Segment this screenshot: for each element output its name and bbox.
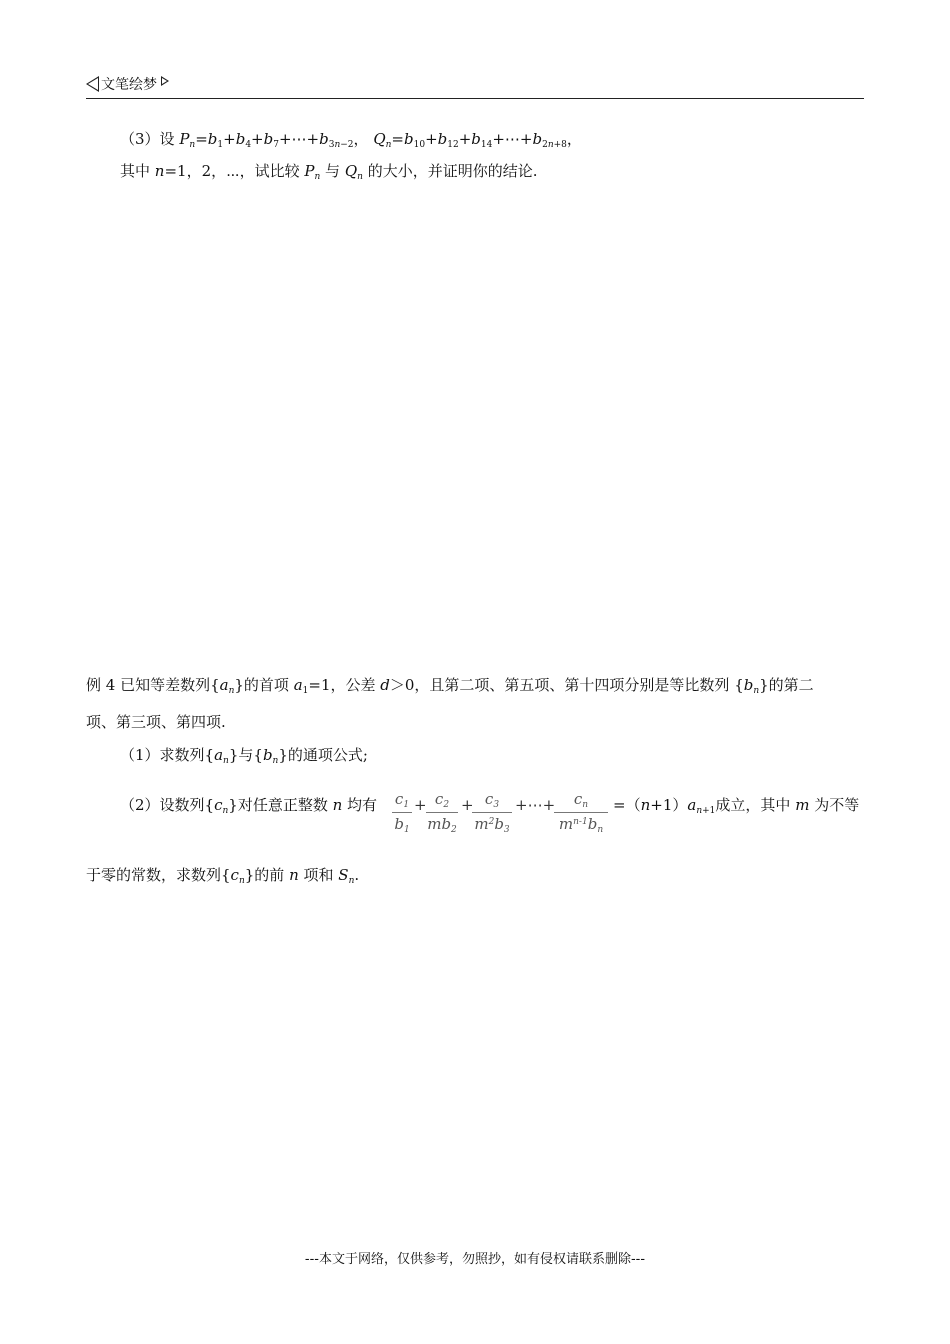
fraction-1: $\frac{c_1}{b_1}$ [392,790,412,835]
part3-line1: （3）设 $P_n=b_1+b_4+b_7+\cdots+b_{3n-2}$， $Q_n=b_{10}+b_{12}+b_{14}+\cdots+b_{2n+8}$， [120,130,582,150]
fraction-n: $\frac{c_n}{m^{n-1}b_n}$ [554,790,608,835]
example4-line1: 例 4 已知等差数列$\{a_n\}$的首项 $a_1=1$，公差 d＞0，且第二项、第五项、第十四项分别是等比数列 $\{b_n\}$的第二 [86,676,814,696]
example4-q2-text-right: $=(n+1)a_{n+1}$成立，其中 m 为不等 [613,796,860,816]
plus-sign: + [414,796,427,814]
part3-line2: 其中 n=1，2，⋯，试比较 $P_n$ 与 $Q_n$ 的大小，并证明你的结论. [120,162,538,182]
brand-text: 文笔绘梦 [101,77,157,93]
ellipsis-sum: +⋯+ [515,796,556,814]
example4-q2-cont: 于零的常数，求数列$\{c_n\}$的前 n 项和 $S_n$. [86,866,360,886]
plus-sign: + [461,796,474,814]
footer-disclaimer: ---本文于网络，仅供参考，勿照抄，如有侵权请联系删除--- [304,1252,646,1267]
left-triangle-icon [86,76,99,92]
fraction-3: $\frac{c_3}{m^2b_3}$ [472,790,512,835]
fraction-2: $\frac{c_2}{mb_2}$ [427,790,457,835]
page-header [86,70,864,99]
example4-q2-text-left: （2）设数列$\{c_n\}$对任意正整数 n 均有 [120,796,378,816]
example4-q1: （1）求数列$\{a_n\}$与$\{b_n\}$的通项公式; [120,746,368,766]
part3-label: （3）设 [120,130,180,148]
brand-logo [86,74,169,94]
right-triangle-icon [161,76,169,86]
example4-line2: 项、第三项、第四项. [86,713,226,731]
